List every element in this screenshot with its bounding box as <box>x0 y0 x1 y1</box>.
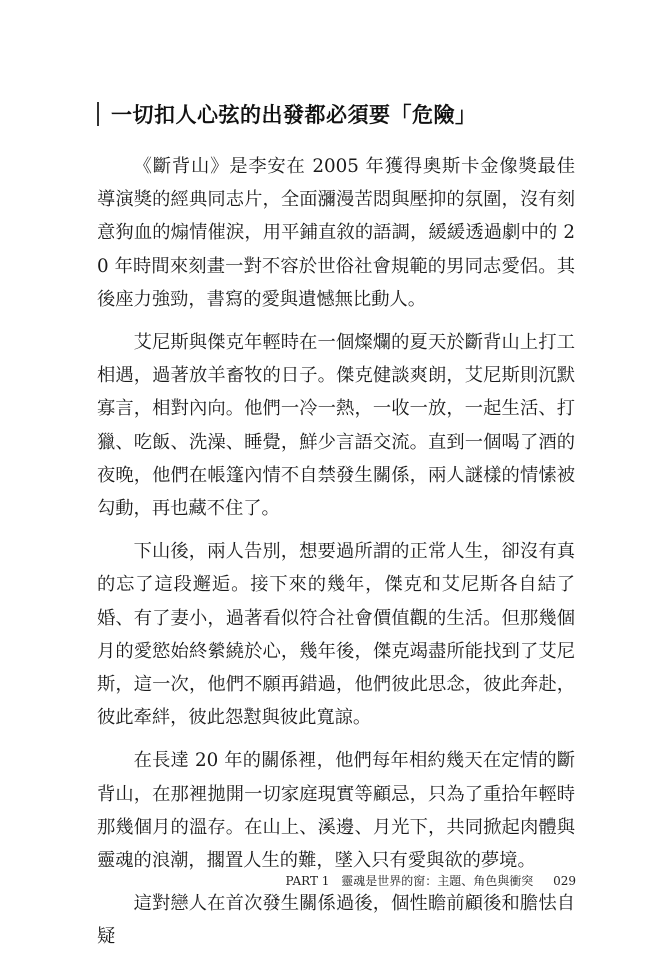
paragraph: 《斷背山》是李安在 2005 年獲得奧斯卡金像獎最佳導演獎的經典同志片，全面瀰漫苦悶與壓抑的氛圍，沒有刻意狗血的煽情催淚，用平鋪直敘的語調，緩緩透過劇中的 20 年時間來刻畫一對不容於世俗社會規範的男同志愛侶。其後座力強勁，書寫的愛與遺憾無比動人。 <box>97 156 575 310</box>
heading-title: 一切扣人心弦的出發都必須要「危險」 <box>111 103 477 127</box>
paragraph: 艾尼斯與傑克年輕時在一個燦爛的夏天於斷背山上打工相遇，過著放羊畜牧的日子。傑克健談爽朗，艾尼斯則沉默寡言，相對內向。他們一冷一熱，一收一放，一起生活、打獵、吃飯、洗澡、睡覺，鮮少言語交流。直到一個喝了酒的夜晚，他們在帳篷內情不自禁發生關係，兩人謎樣的情愫被勾動，再也藏不住了。 <box>97 332 575 520</box>
paragraph: 下山後，兩人告別，想要過所謂的正常人生，卻沒有真的忘了這段邂逅。接下來的幾年，傑克和艾尼斯各自結了婚、有了妻小，過著看似符合社會價值觀的生活。但那幾個月的愛慾始終縈繞於心，幾年後，傑克竭盡所能找到了艾尼斯，這一次，他們不願再錯過，他們彼此思念，彼此奔赴，彼此牽絆，彼此怨懟與彼此寬諒。 <box>97 541 575 729</box>
body-text <box>97 150 575 964</box>
page-footer <box>0 872 576 889</box>
page-number: 029 <box>553 874 576 888</box>
footer-part: PART 1 <box>285 874 330 888</box>
paragraph: 在長達 20 年的關係裡，他們每年相約幾天在定情的斷背山，在那裡拋開一切家庭現實等顧忌，只為了重拾年輕時那幾個月的溫存。在山上、溪邊、月光下，共同掀起肉體與靈魂的浪潮，擱置人生的難，墜入只有愛與欲的夢境。 <box>97 750 575 872</box>
heading-bar <box>97 102 99 126</box>
section-heading <box>97 96 597 132</box>
footer-section: 靈魂是世界的窗：主題、角色與衝突 <box>341 874 534 888</box>
paragraph: 這對戀人在首次發生關係過後，個性瞻前顧後和膽怯自疑 <box>97 893 575 948</box>
